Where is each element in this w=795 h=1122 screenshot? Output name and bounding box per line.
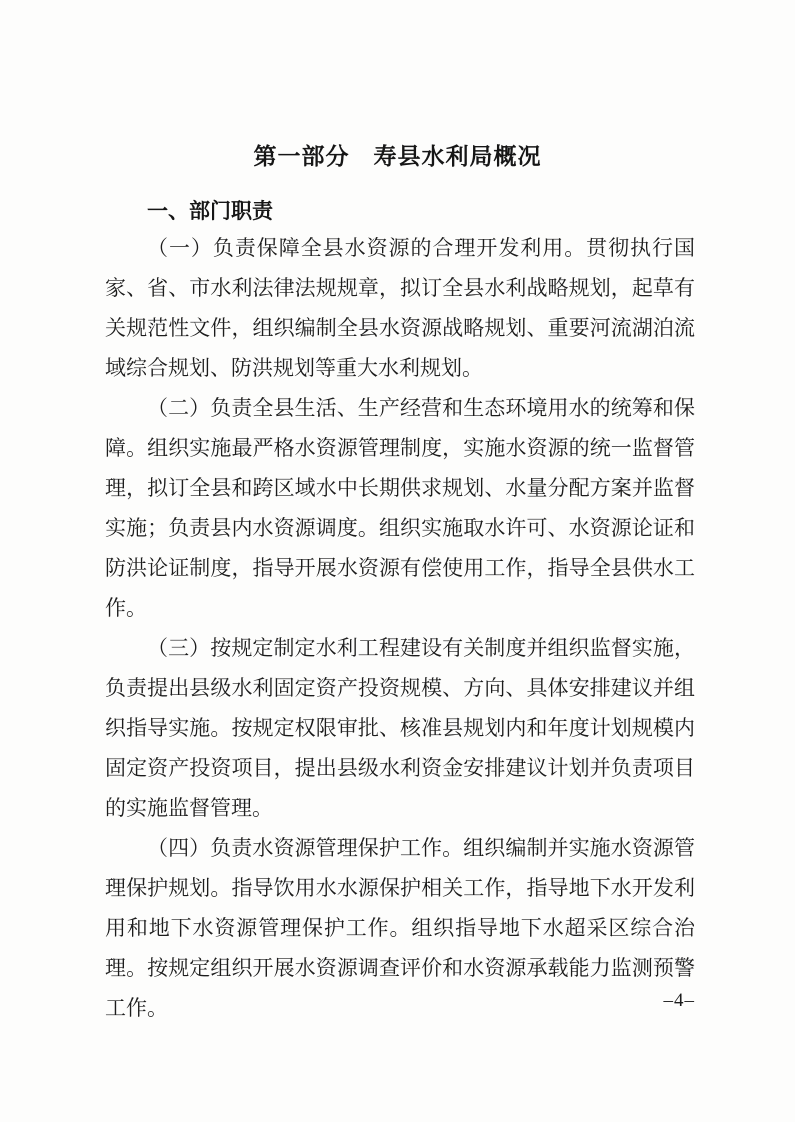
paragraph-duty-2: （二）负责全县生活、生产经营和生态环境用水的统筹和保障。组织实施最严格水资源管理制度，实施水资源的统一监督管理，拟订全县和跨区域水中长期供求规划、水量分配方案并监督实施；负责县内水资源调度。组织实施取水许可、水资源论证和防洪论证制度，指导开展水资源有偿使用工作，指导全县供水工作。: [105, 396, 695, 620]
paragraph-duty-4: （四）负责水资源管理保护工作。组织编制并实施水资源管理保护规划。指导饮用水水源保护相关工作，指导地下水开发利用和地下水资源管理保护工作。组织指导地下水超采区综合治理。按规定组织开展水资源调查评价和水资源承载能力监测预警工作。: [105, 836, 695, 1020]
page-number: –4–: [663, 990, 695, 1011]
document-title: 第一部分 寿县水利局概况: [253, 144, 542, 169]
document-body: [105, 228, 695, 1028]
paragraph-duty-1: （一）负责保障全县水资源的合理开发利用。贯彻执行国家、省、市水利法律法规规章，拟订全县水利战略规划，起草有关规范性文件，组织编制全县水资源战略规划、重要河流湖泊流域综合规划、防洪规划等重大水利规划。: [105, 236, 695, 380]
section-heading: 一、部门职责: [147, 200, 273, 223]
paragraph-duty-3: （三）按规定制定水利工程建设有关制度并组织监督实施，负责提出县级水利固定资产投资规模、方向、具体安排建议并组织指导实施。按规定权限审批、核准县规划内和年度计划规模内固定资产投资项目，提出县级水利资金安排建议计划并负责项目的实施监督管理。: [105, 636, 695, 820]
